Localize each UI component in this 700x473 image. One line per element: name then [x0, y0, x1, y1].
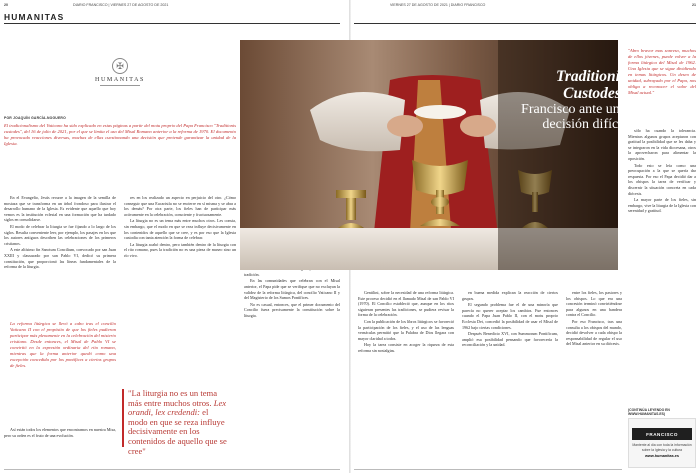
highlighted-text: La reforma litúrgica se llevó a cabo tras el concilio Vaticano II con el propósito de que los fieles pudieran participar más plenamente en la celebración del misterio cristiano. Desde entonces, el Misal de Pablo VI se convirtió en la expresión ordinaria del rito romano, mientras que la forma anterior quedó como una excepción concedida por los pontífices a ciertos grupos de fieles.	[10, 321, 116, 368]
pull-quote-tail: el modo en que se reza influye decisivamente en los contenidos de aquello que se cree"	[128, 407, 227, 456]
column-e	[462, 290, 558, 349]
paragraph: Gentilini, sobre la necesidad de una reforma litúrgica. Este proceso decidió en el llamado Misal de san Pablo VI (1970). El Concilio estableció que, aunque en los ritos siguieran presentes las tradiciones, se pudiera revisar la forma de la celebración.	[358, 290, 454, 318]
brand-box	[4, 30, 236, 114]
column-d	[358, 290, 454, 355]
pull-quote	[128, 389, 230, 456]
folio-left-paper: DIARIO FRANCISCO | VIERNES 27 DE AGOSTO DE 2021	[73, 3, 169, 7]
column-a	[4, 195, 116, 271]
right-lead-quote: "Abro bravor mas sonreso, muchos de ellos jóvenes, puede volver a la forma litúrgica del Misal de 1962. Una Iglesia que se sigue dividiendo en temas litúrgicos. Un deseo de unidad, subrayado por el Papa, nos obliga a reconocer el valor del Misal actual."	[628, 48, 696, 95]
seal-icon: ✠	[112, 58, 128, 74]
column-b	[124, 195, 236, 260]
paragraph: La liturgia no es un tema más entre muchos otros. Les consta, sin embargo, que el modo en que se reza influye decisivamente en los contenidos de aquello que se cree, y es por eso que la Iglesia custodia con tanta atención la forma de celebrar.	[124, 218, 236, 241]
section-rule-right	[354, 23, 696, 24]
column-a-continued	[4, 427, 116, 439]
paragraph: Con la publicación de los libros litúrgicos se favoreció la participación de los fieles, y el uso de las lenguas vernáculas permitió que la Palabra de Dios llegara con mayor claridad a todos.	[358, 318, 454, 341]
paragraph: tradición.	[244, 271, 260, 277]
paragraph: La liturgia acabó dentro, pero también dentro de la liturgia con el rito romano, pues la tradición no es una pieza de museo sino un río vivo.	[124, 241, 236, 258]
paragraph: A este altísimo fin Sanctum Concilium, convocado por san Juan XXIII y clausurado por san Pablo VI, dedicó su primera constitución, que proporcionó las líneas fundamentales de la reforma de la liturgia.	[4, 247, 116, 270]
headline-line-2: Francisco ante una decisión difícil	[521, 102, 626, 132]
paragraph: Todo esto se leía como una preocupación a la que se quería dar respuesta. Por eso el Papa decidió dar a los obispos la tarea de verificar y discernir la situación concreta en cada diócesis.	[628, 162, 696, 196]
paragraph: La mayor parte de los fieles, sin embargo, vive la liturgia de la Iglesia con serenidad y gratitud.	[628, 197, 696, 214]
article-headline	[498, 68, 626, 132]
pull-quote-lead: "La liturgia no es un tema más entre muchos otros.	[128, 388, 218, 408]
intro-paragraph: El tradicionalismo del Vaticano ha sido explicado en estas páginas a partir del motu proprio del Papa Francisco "Traditionis custodes", del 16 de julio de 2021, por el que se limita el uso del Misal Romano anterior a la reforma de 1970. El documento ha provocado reacciones diversas, muchas de ellas cuestionando una decisión que pretende garantizar la unidad de la Iglesia.	[4, 123, 236, 146]
paragraph: res en los realizado un aspecto en perjuicio del otro. ¿Cómo conseguir que una Eucaristía no se encierre en sí misma y se abra a los demás? Por otra parte, los fieles han de participar más activamente en la celebración, consciente y fructuosamente.	[124, 195, 236, 217]
continue-reading-note[interactable]: (CONTINÚA LEYENDO EN WWW.HUMANITAS.ES)	[628, 408, 670, 416]
pull-quote-latin: Lex orandi, lex credendi:	[128, 397, 227, 418]
column-f	[566, 290, 622, 348]
page-number-left: 20	[4, 3, 8, 7]
paragraph: Así están todos los elementos que encontramos en nuestra Misa, pero su orden es el fruto de una evolución.	[4, 427, 116, 438]
advertisement[interactable]	[628, 418, 696, 468]
paragraph: Hoy la tarea consiste en acoger la riqueza de esta reforma sin nostalgias.	[358, 342, 454, 353]
article-intro-block	[4, 30, 236, 147]
pull-quote-bar	[122, 389, 124, 447]
folio-right	[350, 3, 696, 11]
page-number-right: 21	[692, 3, 696, 7]
highlighted-paragraph	[10, 321, 116, 423]
folio-left	[4, 3, 168, 11]
byline: POR JOAQUÍN GARCÍA-NOGUERO	[4, 116, 66, 120]
paragraph: No es casual, entonces, que el primer documento del Concilio fuera precisamente la constitución sobre la liturgia.	[244, 301, 340, 318]
ad-logo: FRANCISCO	[632, 428, 692, 440]
paragraph: En las comunidades que celebran con el Misal anterior, el Papa pide que se verifique que no excluyan la validez de la reforma litúrgica, del concilio Vaticano II y del Magisterio de los Sumos Pontífices.	[244, 278, 340, 301]
bottom-rule-left	[4, 469, 340, 470]
brand-name: HUMANITAS	[95, 77, 145, 83]
section-rule-left	[4, 23, 340, 24]
section-title: HUMANITAS	[4, 12, 65, 22]
paragraph: Por eso Francisco, tras una consulta a los obispos del mundo, decidió devolver a cada obispo la responsabilidad de regular el uso del Misal anterior en su diócesis.	[566, 318, 622, 347]
pull-quote-text	[128, 389, 230, 456]
folio-right-paper: VIERNES 27 DE AGOSTO DE 2021 | DIARIO FRANCISCO	[390, 3, 486, 7]
paragraph: entre los fieles, los pastores y los obispos. Lo que era una concesión terminó convirtiéndose para algunos en una bandera contra el Concilio.	[566, 290, 622, 318]
column-g	[628, 128, 696, 215]
headline-line-1: Traditionis Custodes:	[555, 68, 626, 102]
paragraph: El segundo problema fue el de una minoría que parecía no querer aceptar los cambios. Fue entonces cuando el Papa Juan Pablo II, con el motu proprio Ecclesia Dei, concedió la posibilidad de usar el Misal de 1962 bajo ciertas condiciones.	[462, 302, 558, 330]
ad-tagline: Mantente al día con toda la información sobre la Iglesia y la cultura	[632, 443, 692, 452]
paragraph: Después Benedicto XVI, con Summorum Pontificum, amplió esa posibilidad pensando que favorecería la reconciliación y la unidad.	[462, 331, 558, 348]
brand-rule	[100, 85, 140, 86]
paragraph: El modo de celebrar la liturgia se fue fijando a lo largo de los siglos. Resulta conveniente leer, por ejemplo, los pasajes en los que los autores antiguos describen las celebraciones de los primeros cristianos.	[4, 223, 116, 246]
paragraph: En el Evangelio, Jesús recurre a la imagen de la semilla de mostaza que se transforma en un árbol frondoso para ilustrar el desarrollo humano de la Iglesia. Es evidente que aquello que hoy vemos es la institución eclesial en una formación que ha tardado siglos en consolidarse.	[4, 195, 116, 223]
paragraph: en buena medida explican la reacción de ciertos grupos.	[462, 290, 558, 301]
ad-url-link[interactable]: www.humanitas.es	[644, 453, 680, 458]
bottom-rule-right	[354, 469, 622, 470]
paragraph: sólo ha cuando la tolerancia. Mientras algunos grupos aceptaron con gratitud la posibilidad que se les daba y se integraron en la vida diocesana, otros la aprovecharon para alimentar la oposición.	[628, 128, 696, 161]
